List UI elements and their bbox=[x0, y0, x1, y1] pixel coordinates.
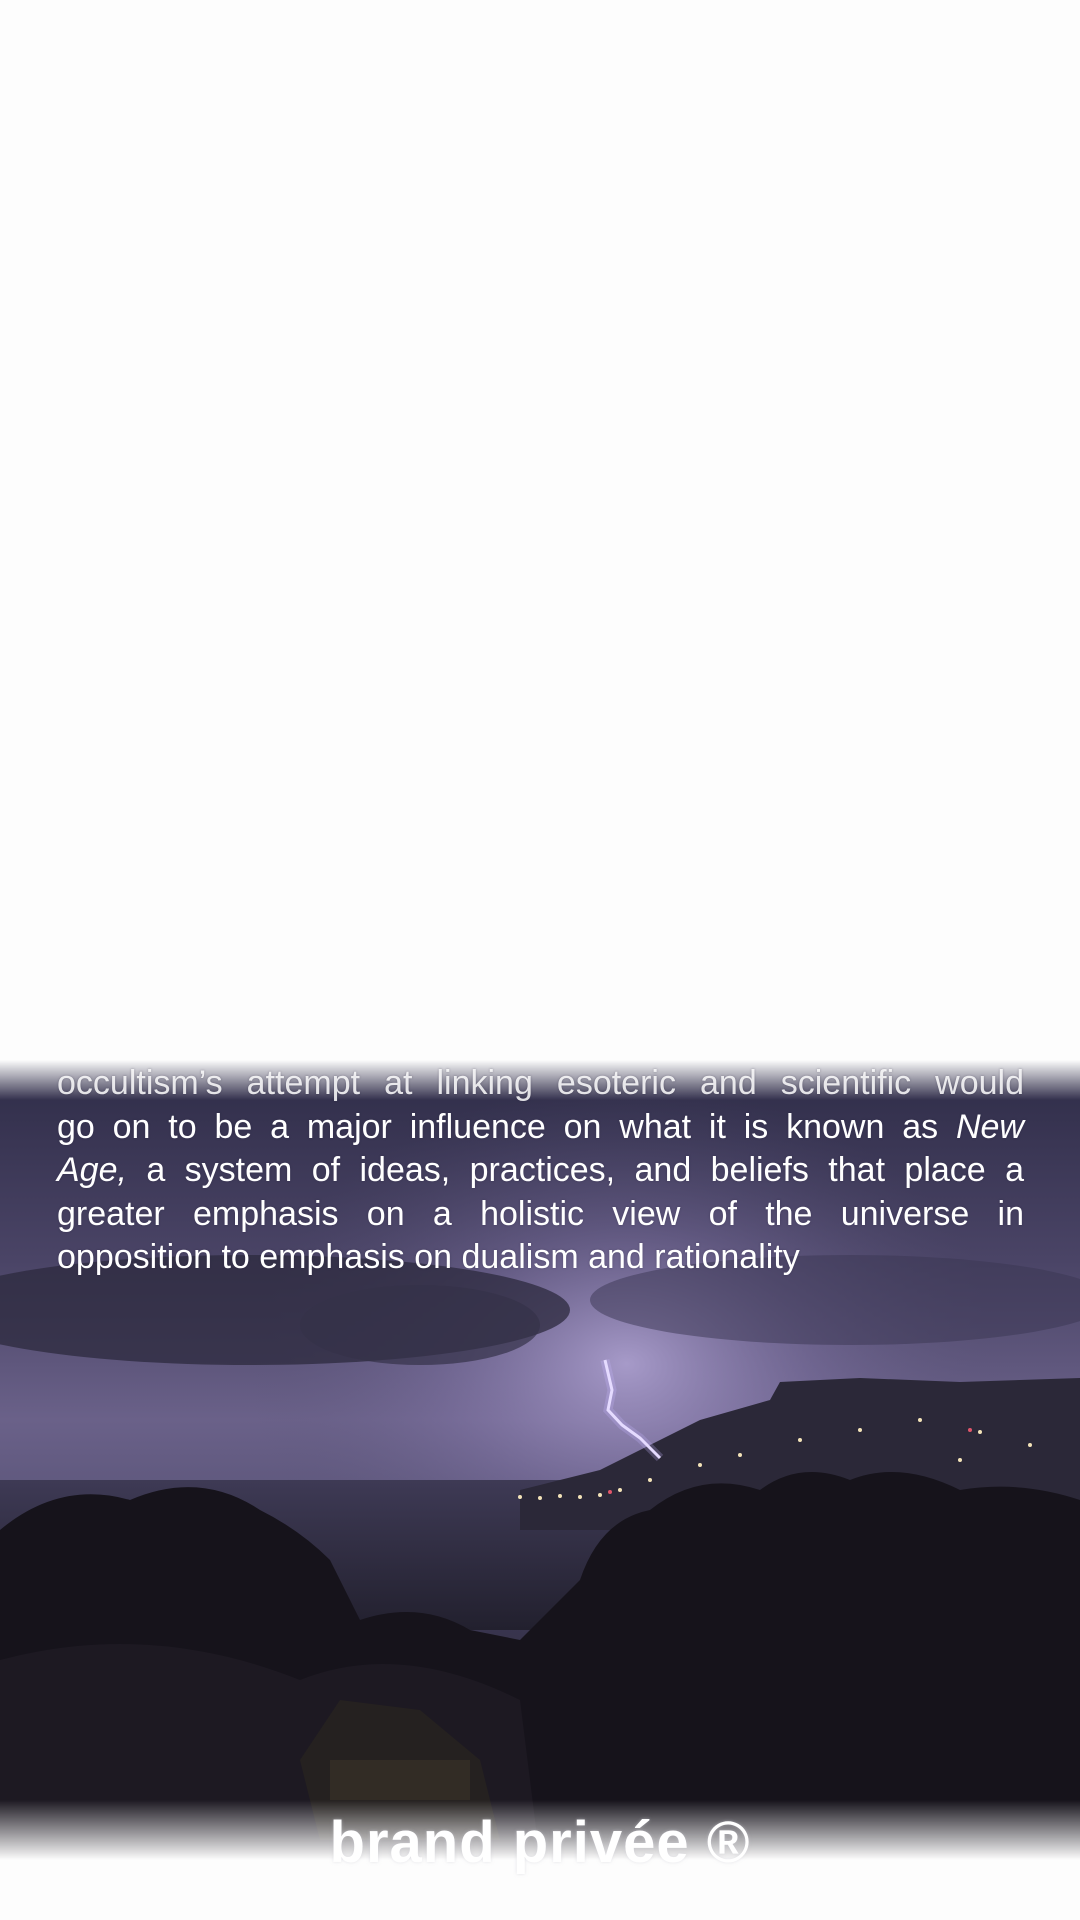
article-line-1: occultism’s attempt at linking esoteric and scientific would bbox=[57, 1064, 1024, 1102]
article-line-2 bbox=[57, 1106, 1024, 1150]
article-line-2-emphasis: New bbox=[955, 1107, 1024, 1146]
article-line-3-emphasis: Age, bbox=[57, 1151, 127, 1189]
article-line-2-text: go on to be a major influence on what it is known as bbox=[57, 1107, 956, 1146]
article-line-5: opposition to emphasis on dualism and rationality bbox=[57, 1238, 800, 1276]
article-line-3 bbox=[57, 1149, 1024, 1193]
article-line-3-text: a system of ideas, practices, and beliefs that place a bbox=[126, 1151, 1024, 1189]
article-paragraph bbox=[57, 1062, 1024, 1280]
article-line-4: greater emphasis on a holistic view of the universe in bbox=[57, 1194, 1024, 1233]
brand-wordmark: brand privée ® bbox=[329, 1810, 751, 1875]
